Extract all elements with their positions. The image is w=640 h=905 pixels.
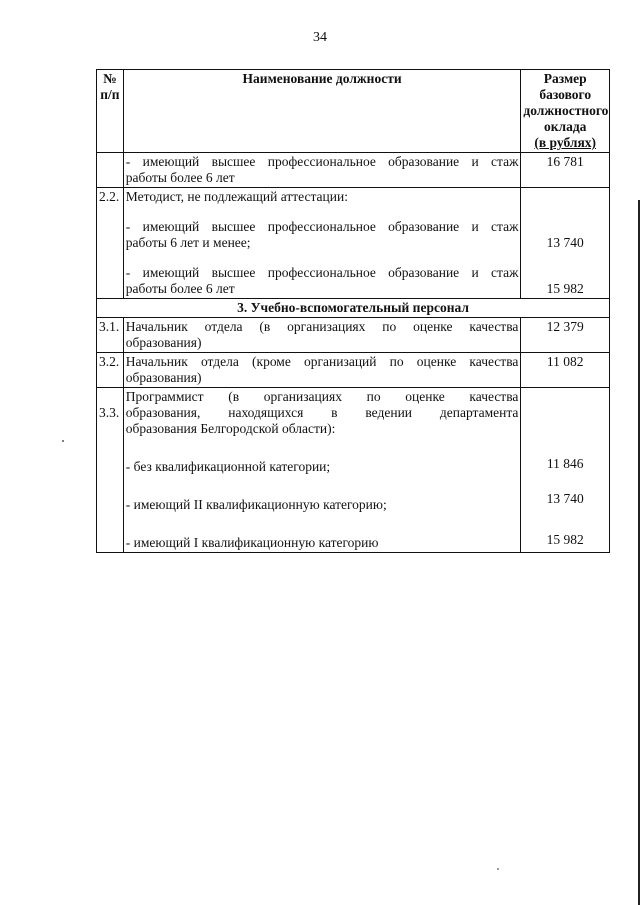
category-line: - имеющий I квалификационную категорию — [125, 535, 379, 550]
position-line: образования, находящихся в ведении департамента — [125, 405, 519, 420]
position-line: - имеющий высшее профессиональное образование и стаж — [125, 219, 519, 234]
header-salary-line: Размер — [543, 71, 587, 86]
row-position — [123, 153, 521, 188]
row-number: 3.1. — [97, 318, 124, 353]
row-position — [123, 188, 521, 299]
header-number-line: № — [103, 71, 117, 86]
row-salary: 11 082 — [521, 353, 610, 388]
position-line: работы 6 лет и менее; — [125, 235, 251, 250]
position-line: - имеющий высшее профессиональное образование и стаж — [125, 154, 519, 169]
header-salary-line: базового — [539, 87, 592, 102]
row-salary — [521, 188, 610, 299]
header-salary-line: (в рублях) — [534, 135, 596, 150]
table-row — [97, 353, 610, 388]
category-line: - без квалификационной категории; — [125, 459, 331, 474]
position-title: Методист, не подлежащий аттестации: — [125, 189, 348, 204]
table-row — [97, 388, 610, 553]
position-line: - имеющий высшее профессиональное образование и стаж — [125, 265, 519, 280]
header-salary-line: оклада — [543, 119, 587, 134]
row-number: 2.2. — [97, 188, 124, 299]
position-line: работы более 6 лет — [125, 170, 235, 185]
category-line: - имеющий II квалификационную категорию; — [125, 497, 387, 512]
row-position — [123, 353, 521, 388]
page-number: 34 — [313, 30, 327, 45]
table-row — [97, 188, 610, 299]
row-salary — [521, 388, 610, 553]
salary-value: 13 740 — [546, 235, 584, 250]
salary-value: 13 740 — [546, 491, 584, 506]
position-line: образования Белгородской области): — [125, 421, 336, 436]
header-number — [97, 70, 124, 153]
row-number: 3.3. — [97, 388, 124, 553]
scan-speck — [497, 868, 499, 870]
salary-value: 11 846 — [546, 456, 584, 471]
salary-table — [96, 69, 610, 553]
position-line: Начальник отдела (в организациях по оценке качества — [125, 319, 519, 334]
position-line: образования) — [125, 370, 202, 385]
position-line: образования) — [125, 335, 202, 350]
row-salary: 16 781 — [521, 153, 610, 188]
position-line: Программист (в организациях по оценке качества — [125, 389, 519, 404]
table-row — [97, 318, 610, 353]
row-salary: 12 379 — [521, 318, 610, 353]
header-salary-line: должностного — [523, 103, 609, 118]
section-row — [97, 299, 610, 318]
table-header-row — [97, 70, 610, 153]
salary-value: 15 982 — [546, 532, 584, 547]
scan-speck — [62, 440, 64, 442]
salary-value: 15 982 — [546, 281, 584, 296]
header-number-line: п/п — [100, 87, 120, 102]
row-number: 3.2. — [97, 353, 124, 388]
position-line: Начальник отдела (кроме организаций по оценке качества — [125, 354, 519, 369]
table-row — [97, 153, 610, 188]
header-position-name: Наименование должности — [123, 70, 521, 153]
section-heading: 3. Учебно-вспомогательный персонал — [97, 299, 610, 318]
row-position — [123, 388, 521, 553]
position-line: работы более 6 лет — [125, 281, 235, 296]
row-number — [97, 153, 124, 188]
header-salary — [521, 70, 610, 153]
row-position — [123, 318, 521, 353]
